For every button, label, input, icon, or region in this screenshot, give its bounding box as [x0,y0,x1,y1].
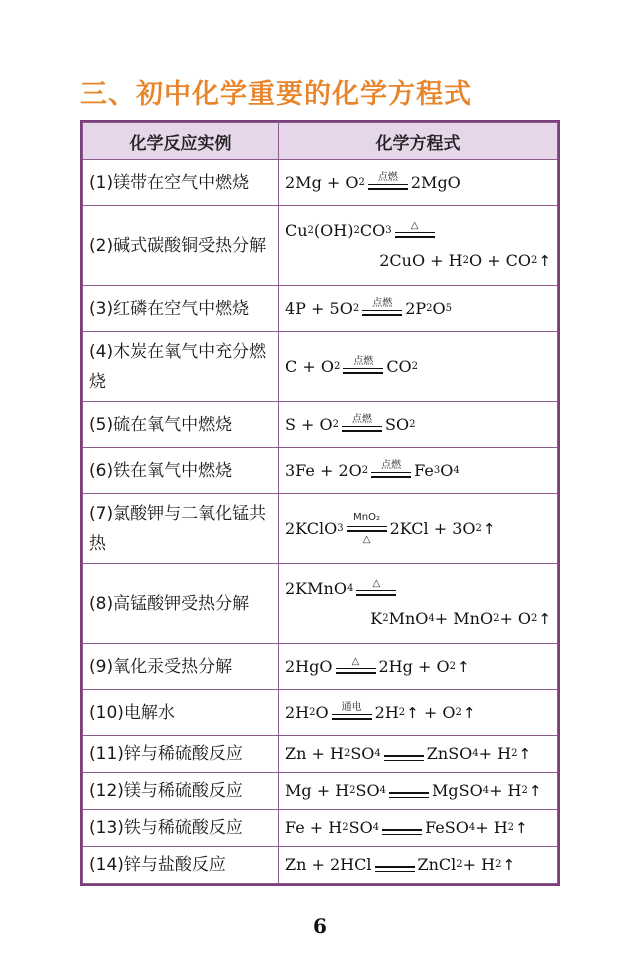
reaction-name: (5)硫在氧气中燃烧 [83,402,279,448]
table-row [83,847,558,884]
table-row [83,160,558,206]
condition-label: 点燃 [372,297,393,309]
table-row [83,448,558,494]
condition-label: △ [410,219,419,231]
equation: 4P + 5O 2 点燃 2P 2 O 5 [279,286,558,332]
equation: 2KClO 3 MnO₂ △ 2KCl + 3O 2 ↑ [279,494,558,564]
reaction-name: (6)铁在氧气中燃烧 [83,448,279,494]
table-header-row [83,123,558,160]
table-row [83,332,558,402]
table-row [83,286,558,332]
reaction-name: (13)铁与稀硫酸反应 [83,810,279,847]
condition-label: 点燃 [353,355,374,367]
reaction-name: (8)高锰酸钾受热分解 [83,564,279,644]
reaction-name: (3)红磷在空气中燃烧 [83,286,279,332]
condition-label: 点燃 [377,171,398,183]
condition-label: △ [372,577,381,589]
table-row [83,206,558,286]
reaction-name: (11)锌与稀硫酸反应 [83,736,279,773]
equation: C + O 2 点燃 CO 2 [279,332,558,402]
equation: 2H 2 O 通电 2H 2 ↑ + O 2 ↑ [279,690,558,736]
equation: 3Fe + 2O 2 点燃 Fe 3 O 4 [279,448,558,494]
reaction-name: (14)锌与盐酸反应 [83,847,279,884]
header-reaction-example: 化学反应实例 [83,123,279,160]
condition-label: MnO₂ [353,511,380,523]
equation: Fe + H 2 SO 4 FeSO $^4$ + H 2 ↑ [279,810,558,847]
table-row [83,773,558,810]
equation: Zn + 2HCl ZnCl $^2$ + H 2 ↑ [279,847,558,884]
reaction-name: (2)碱式碳酸铜受热分解 [83,206,279,286]
equation: Cu 2 (OH) 2 CO 3 △ 2CuO + H 2 O + CO 2 ↑ [279,206,558,286]
table-row [83,690,558,736]
reaction-name: (4)木炭在氧气中充分燃烧 [83,332,279,402]
condition-label: △ [362,533,371,545]
header-chemical-equation: 化学方程式 [279,123,558,160]
page-number: 6 [313,914,327,938]
equation: S + O 2 点燃 SO 2 [279,402,558,448]
condition-label: 通电 [341,701,362,713]
equations-table [80,120,560,886]
table-row [83,564,558,644]
condition-label: 点燃 [381,459,402,471]
table-row [83,494,558,564]
table-row [83,402,558,448]
equation: Zn + H 2 SO 4 ZnSO $^4$ + H 2 ↑ [279,736,558,773]
equation: 2Mg + O 2 点燃 2MgO [279,160,558,206]
reaction-name: (10)电解水 [83,690,279,736]
table-row [83,810,558,847]
table-row [83,736,558,773]
reaction-name: (1)镁带在空气中燃烧 [83,160,279,206]
equation: 2KMnO 4 △ K 2 MnO 4 + MnO 2 + O 2 ↑ [279,564,558,644]
reaction-name: (9)氧化汞受热分解 [83,644,279,690]
equation: 2HgO △ 2Hg + O 2 ↑ [279,644,558,690]
condition-label: 点燃 [352,413,373,425]
equation: Mg + H 2 SO 4 MgSO $^4$ + H 2 ↑ [279,773,558,810]
condition-label: △ [351,655,360,667]
reaction-name: (12)镁与稀硫酸反应 [83,773,279,810]
table-row [83,644,558,690]
section-title: 三、初中化学重要的化学方程式 [80,79,472,110]
reaction-name: (7)氯酸钾与二氧化锰共热 [83,494,279,564]
